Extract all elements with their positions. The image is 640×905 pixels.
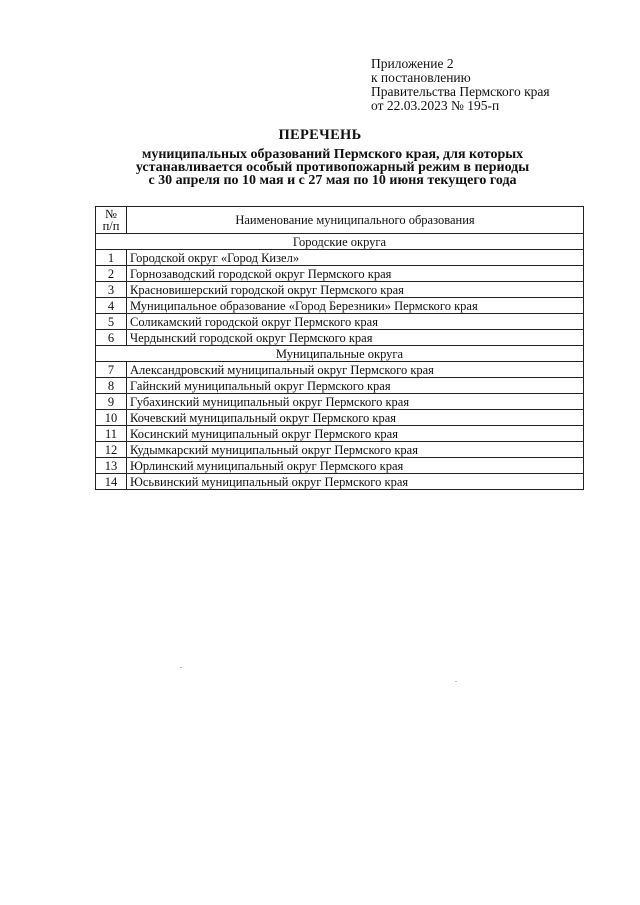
row-name: Кочевский муниципальный округ Пермского края: [127, 410, 584, 426]
table-row: [96, 410, 584, 426]
row-number: 5: [96, 314, 127, 330]
scan-speck: [455, 681, 457, 682]
row-number: 3: [96, 282, 127, 298]
header-number: [96, 207, 127, 234]
row-name: Кудымкарский муниципальный округ Пермского края: [127, 442, 584, 458]
subtitle-line: муниципальных образований Пермского края, для которых: [141, 147, 524, 162]
group-label: Городские округа: [96, 234, 584, 250]
row-number: 11: [96, 426, 127, 442]
document-title: ПЕРЕЧЕНЬ: [278, 127, 362, 143]
row-number: 12: [96, 442, 127, 458]
table-row: [96, 298, 584, 314]
row-number: 2: [96, 266, 127, 282]
row-name: Соликамский городской округ Пермского края: [127, 314, 584, 330]
table-group-row: [96, 346, 584, 362]
table-row: [96, 426, 584, 442]
table-row: [96, 330, 584, 346]
table-header-row: [96, 207, 584, 234]
scan-speck: [180, 667, 182, 668]
row-number: 7: [96, 362, 127, 378]
row-number: 13: [96, 458, 127, 474]
row-number: 1: [96, 250, 127, 266]
row-name: Гайнский муниципальный округ Пермского края: [127, 378, 584, 394]
row-number: 14: [96, 474, 127, 490]
subtitle-line: устанавливается особый противопожарный режим в периоды: [135, 160, 530, 175]
row-name: Городской округ «Город Кизел»: [127, 250, 584, 266]
table-row: [96, 362, 584, 378]
row-name: Чердынский городской округ Пермского края: [127, 330, 584, 346]
subtitle-line: с 30 апреля по 10 мая и с 27 мая по 10 июня текущего года: [148, 173, 517, 188]
table-row: [96, 282, 584, 298]
row-name: Косинский муниципальный округ Пермского края: [127, 426, 584, 442]
header-name: Наименование муниципального образования: [127, 207, 584, 234]
row-name: Красновишерский городской округ Пермского края: [127, 282, 584, 298]
table-row: [96, 314, 584, 330]
appendix-line: к постановлению: [371, 70, 471, 85]
row-number: 9: [96, 394, 127, 410]
table-row: [96, 474, 584, 490]
appendix-line: от 22.03.2023 № 195-п: [371, 98, 500, 113]
row-name: Юрлинский муниципальный округ Пермского края: [127, 458, 584, 474]
row-name: Юсьвинский муниципальный округ Пермского края: [127, 474, 584, 490]
table-row: [96, 266, 584, 282]
row-name: Губахинский муниципальный округ Пермского края: [127, 394, 584, 410]
table-body: [96, 234, 584, 490]
row-number: 8: [96, 378, 127, 394]
table-row: [96, 442, 584, 458]
table-row: [96, 378, 584, 394]
document-subtitle: [100, 148, 565, 187]
table-row: [96, 458, 584, 474]
table-row: [96, 250, 584, 266]
row-number: 4: [96, 298, 127, 314]
row-name: Александровский муниципальный округ Пермского края: [127, 362, 584, 378]
row-number: 6: [96, 330, 127, 346]
header-number-abbr: п/п: [102, 219, 120, 233]
table-row: [96, 394, 584, 410]
row-number: 10: [96, 410, 127, 426]
appendix-line: Правительства Пермского края: [371, 84, 550, 99]
appendix-line: Приложение 2: [371, 56, 454, 71]
municipalities-table: [95, 206, 584, 490]
group-label: Муниципальные округа: [96, 346, 584, 362]
header-number-sign: №: [105, 207, 117, 221]
row-name: Муниципальное образование «Город Березники» Пермского края: [127, 298, 584, 314]
appendix-block: [371, 57, 550, 113]
row-name: Горнозаводский городской округ Пермского края: [127, 266, 584, 282]
table-group-row: [96, 234, 584, 250]
